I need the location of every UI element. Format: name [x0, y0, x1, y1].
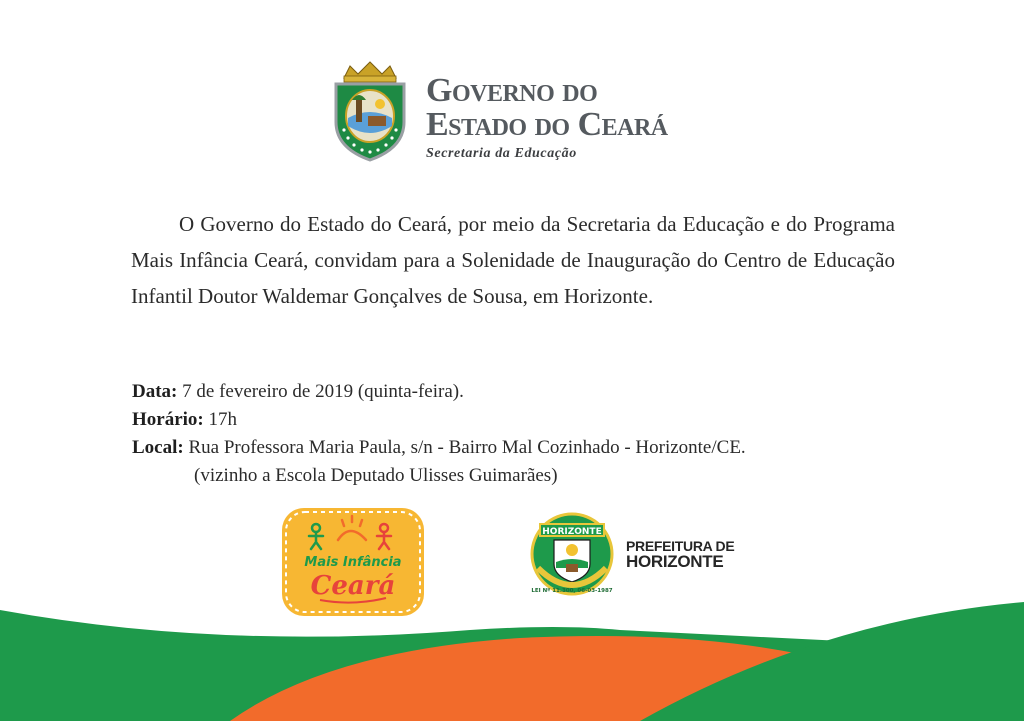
date-row [132, 378, 932, 406]
prefeitura-horizonte-logo [526, 506, 766, 602]
horizonte-seal-banner: HORIZONTE [542, 527, 602, 537]
place-note: (vizinho a Escola Deputado Ulisses Guimarães) [194, 465, 558, 486]
prefeitura-text [626, 538, 734, 570]
time-value: 17h [203, 409, 238, 430]
date-label: Data: [132, 381, 178, 402]
government-title-line2: Estado do Ceará [426, 106, 668, 143]
government-title [426, 74, 706, 162]
horizonte-seal-icon [526, 506, 618, 598]
prefeitura-line2: HORIZONTE [626, 552, 724, 571]
decorative-waves [0, 590, 1024, 721]
time-label: Horário: [132, 409, 204, 430]
place-value: Rua Professora Maria Paula, s/n - Bairro Mal Cozinhado - Horizonte/CE. [183, 437, 746, 458]
government-subtitle: Secretaria da Educação [426, 146, 577, 161]
invitation-paragraph: O Governo do Estado do Ceará, por meio da Secretaria da Educação e do Programa Mais Infância Ceará, convidam para a Solenidade de Inauguração do Centro de Educação Infantil Doutor Waldemar Gonçalves de Sousa, em Horizonte. [131, 212, 895, 308]
event-details [132, 378, 932, 490]
place-row [132, 434, 932, 462]
horizonte-seal-law: LEI Nº 11.300, 06-03-1987 [531, 588, 613, 594]
mais-infancia-line1: Mais Infância [304, 555, 402, 570]
prefeitura-line1: PREFEITURA DE [626, 538, 735, 554]
place-label: Local: [132, 437, 184, 458]
mais-infancia-line2: Ceará [310, 571, 396, 601]
government-title-line1: Governo do [426, 72, 598, 109]
date-value: 7 de fevereiro de 2019 (quinta-feira). [177, 381, 464, 402]
ceara-state-seal-icon [330, 60, 410, 164]
time-row [132, 406, 932, 434]
government-header [330, 60, 710, 170]
